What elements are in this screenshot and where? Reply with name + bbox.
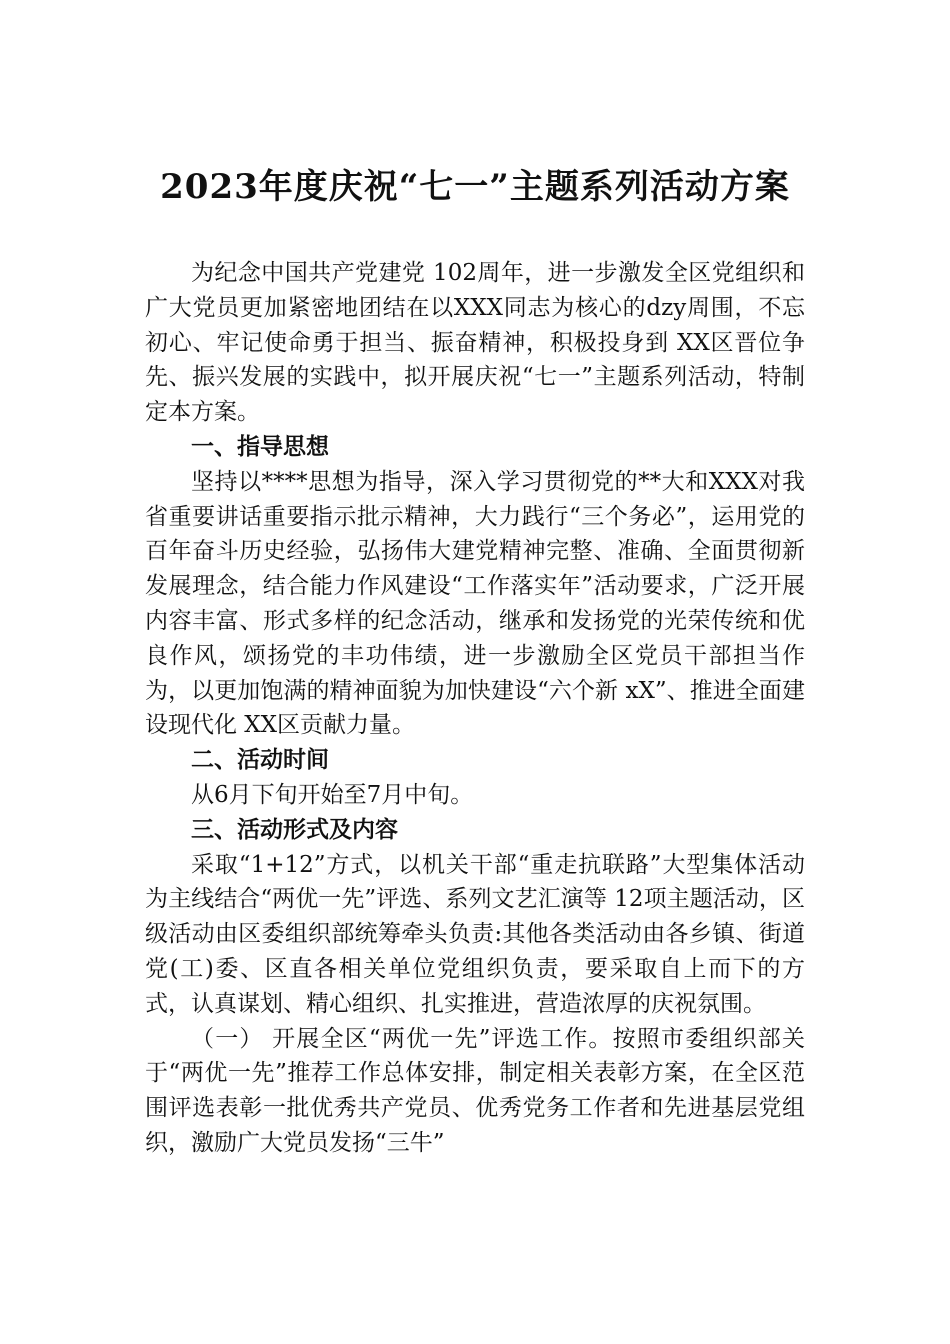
intro-paragraph: 为纪念中国共产党建党 102周年，进一步激发全区党组织和广大党员更加紧密地团结在以XXX同志为核心的dzy周围，不忘初心、牢记使命勇于担当、振奋精神，积极投身到 XX区晋位争先、振兴发展的实践中，拟开展庆祝“七一”主题系列活动，特制定本方案。 bbox=[145, 260, 805, 426]
subsection-paragraph: （一） 开展全区“两优一先”评选工作。按照市委组织部关于“两优一先”推荐工作总体安排，制定相关表彰方案，在全区范围评选表彰一批优秀共产党员、优秀党务工作者和先进基层党组织，激励广大党员发扬“三牛” bbox=[145, 1025, 805, 1156]
section-paragraph-guiding-ideology: 坚持以****思想为指导，深入学习贯彻党的**大和XXX对我省重要讲话重要指示批示精神，大力践行“三个务必”，运用党的百年奋斗历史经验，弘扬伟大建党精神完整、准确、全面贯彻新发展理念，结合能力作风建设“工作落实年”活动要求，广泛开展内容丰富、形式多样的纪念活动，继承和发扬党的光荣传统和优良作风，颂扬党的丰功伟绩，进一步激励全区党员干部担当作为，以更加饱满的精神面貌为加快建设“六个新 xX”、推进全面建设现代化 XX区贡献力量。 bbox=[145, 468, 805, 739]
section-heading-guiding-ideology: 一、指导思想 bbox=[191, 433, 329, 460]
document-title: 2023年度庆祝“七一”主题系列活动方案 bbox=[160, 167, 790, 207]
section-paragraph-activity-time: 从6月下旬开始至7月中旬。 bbox=[191, 781, 474, 808]
section-paragraph-activity-form: 采取“1+12”方式，以机关干部“重走抗联路”大型集体活动为主线结合“两优一先”评选、系列文艺汇演等 12项主题活动，区级活动由区委组织部统筹牵头负责:其他各类活动由各乡镇、街道党(工)委、区直各相关单位党组织负责，要采取自上而下的方式，认真谋划、精心组织、扎实推进，营造浓厚的庆祝氛围。 bbox=[145, 851, 805, 1017]
section-heading-activity-time: 二、活动时间 bbox=[191, 747, 329, 774]
document-body bbox=[145, 256, 805, 1161]
section-heading-activity-form: 三、活动形式及内容 bbox=[191, 816, 398, 843]
